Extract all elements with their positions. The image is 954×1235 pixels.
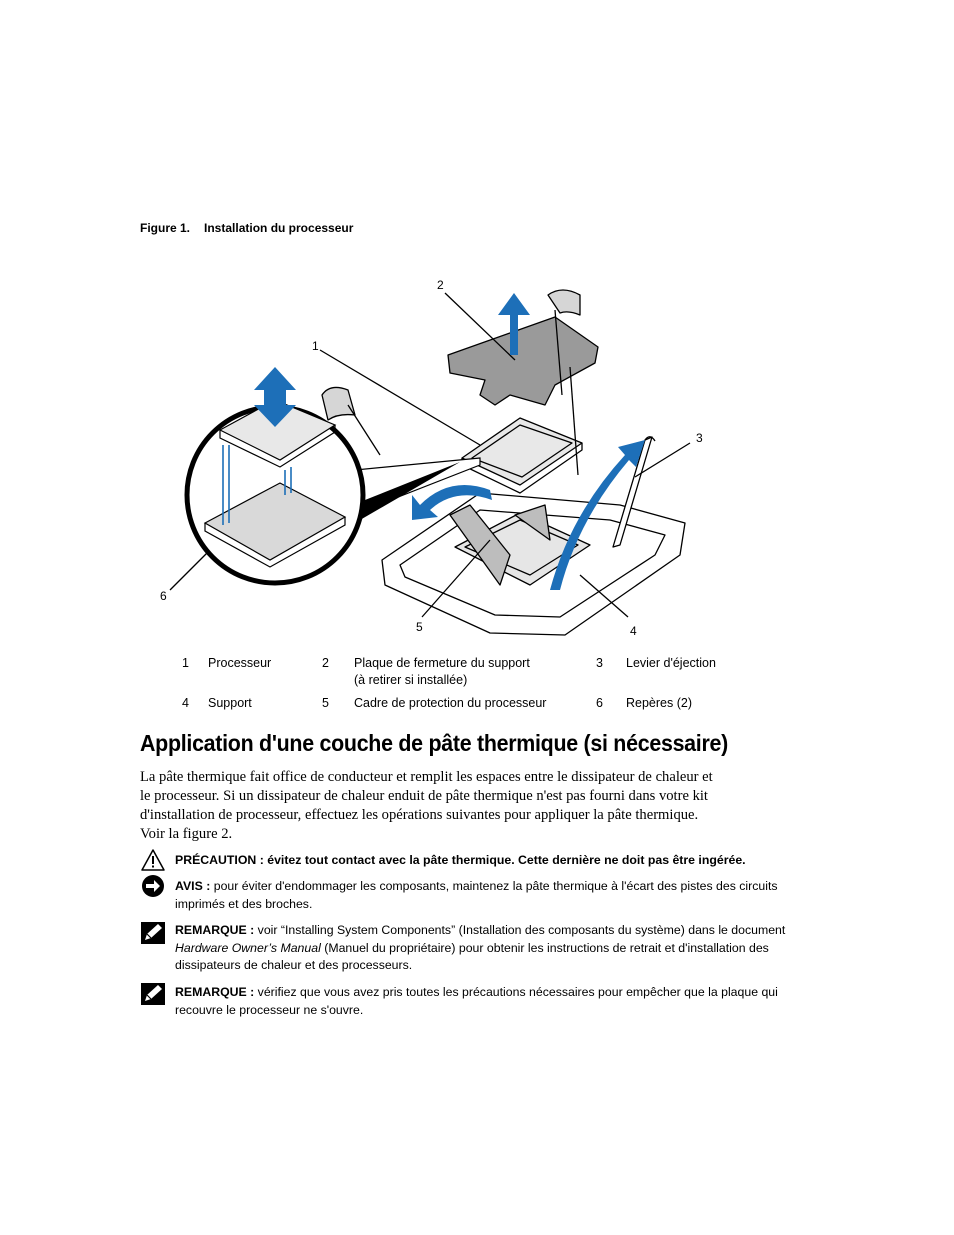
- processor-installation-figure: [150, 255, 710, 655]
- legend-label-6: Repères (2): [626, 696, 692, 710]
- legend-num-2: 2: [322, 656, 329, 670]
- note1-text-2: (Manuel du propriétaire) pour obtenir les instructions de retrait et d'installation des: [324, 940, 769, 955]
- callout-4: 4: [630, 624, 637, 638]
- callout-6: 6: [160, 589, 167, 603]
- legend-num-1: 1: [182, 656, 189, 670]
- note2-text-1: vérifiez que vous avez pris toutes les précautions nécessaires pour empêcher que la plaque qui: [257, 985, 778, 999]
- callout-1: 1: [312, 339, 319, 353]
- notice-text-1: pour éviter d'endommager les composants, maintenez la pâte thermique à l'écart des pistes des circuits: [213, 879, 778, 893]
- note2-text-2: recouvre le processeur ne s'ouvre.: [175, 1002, 364, 1017]
- note1-text-1: voir “Installing System Components” (Installation des composants du système) dans le document: [257, 923, 786, 937]
- notice-text-2: imprimés et des broches.: [175, 896, 313, 911]
- leader-5: [422, 540, 490, 617]
- tilted-processor: [462, 418, 582, 485]
- closure-plate-hinge: [570, 367, 578, 475]
- side-latch: [322, 387, 355, 420]
- legend-num-6: 6: [596, 696, 603, 710]
- notice-note: [175, 878, 778, 913]
- figure-number: Figure 1.: [140, 221, 191, 235]
- note1-manual-title: Hardware Owner’s Manual: [175, 940, 321, 955]
- paragraph-line: d'installation de processeur, effectuez les opérations suivantes pour appliquer la pâte thermique.: [140, 807, 699, 823]
- legend-label-2: Plaque de fermeture du support: [354, 656, 530, 670]
- note2-label: REMARQUE :: [175, 985, 255, 999]
- detail-magnifier: [187, 400, 480, 583]
- paragraph-line: Voir la figure 2.: [140, 826, 233, 842]
- legend-label-2b: (à retirer si installée): [354, 673, 468, 687]
- note-2: [175, 984, 778, 1019]
- note1-text-3: dissipateurs de chaleur et des processeurs.: [175, 958, 413, 972]
- figure-title: Installation du processeur: [204, 221, 354, 235]
- notice-label: AVIS :: [175, 879, 211, 893]
- caution-triangle-icon: [140, 848, 166, 872]
- callout-3: 3: [696, 431, 703, 445]
- legend-label-5: Cadre de protection du processeur: [354, 696, 547, 710]
- section-title: Application d'une couche de pâte thermique (si nécessaire): [140, 730, 728, 756]
- note-1: [175, 922, 785, 975]
- side-latch-arm: [348, 405, 380, 455]
- legend-label-1: Processeur: [208, 656, 272, 670]
- caution-note: [175, 852, 746, 870]
- legend-num-4: 4: [182, 696, 189, 710]
- note-pencil-icon: [140, 982, 166, 1006]
- callout-5: 5: [416, 620, 423, 634]
- paragraph-line: La pâte thermique fait office de conducteur et remplit les espaces entre le dissipateur de chaleur et: [140, 769, 713, 785]
- notice-icon: [140, 874, 166, 898]
- closure-plate-latch: [548, 290, 580, 315]
- callout-2: 2: [437, 278, 444, 292]
- caution-label: PRÉCAUTION :: [175, 853, 264, 867]
- section-paragraph: [140, 768, 790, 844]
- legend-num-3: 3: [596, 656, 603, 670]
- legend-num-5: 5: [322, 696, 329, 710]
- note1-label: REMARQUE :: [175, 923, 255, 937]
- caution-text: évitez tout contact avec la pâte thermique. Cette dernière ne doit pas être ingérée.: [267, 853, 746, 867]
- paragraph-line: le processeur. Si un dissipateur de chaleur enduit de pâte thermique n'est pas fourni dans votre kit: [140, 788, 708, 804]
- closure-plate: [448, 317, 598, 405]
- legend-label-3: Levier d'éjection: [626, 656, 716, 670]
- legend-label-4: Support: [208, 696, 252, 710]
- note-pencil-icon: [140, 921, 166, 945]
- figure-caption: [140, 221, 353, 235]
